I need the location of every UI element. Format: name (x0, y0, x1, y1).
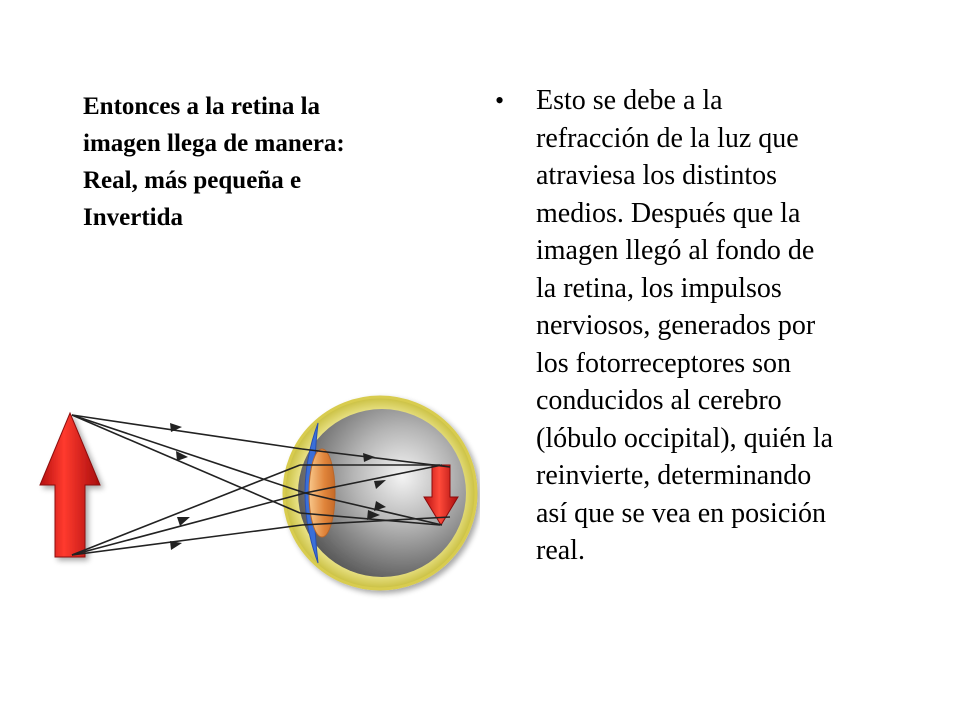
slide-heading (83, 88, 443, 236)
bullet-line-12: así que se vea en posición (536, 497, 827, 529)
bullet-symbol: • (495, 86, 505, 115)
bullet-line-10: (lóbulo occipital), quién la (536, 422, 834, 454)
bullet-line-13: real. (536, 535, 585, 566)
bullet-line-7: nerviosos, generados por (536, 310, 816, 341)
heading-line-2: imagen llega de manera: (83, 130, 345, 157)
bullet-line-1: Esto se debe a la (536, 85, 723, 116)
bullet-line-4: medios. Después que la (536, 197, 801, 229)
object-arrow (40, 413, 100, 557)
bullet-line-5: imagen llegó al fondo de (536, 235, 815, 266)
bullet-line-2: refracción de la luz que (536, 122, 799, 154)
heading-line-1: Entonces a la retina la (83, 93, 321, 120)
bullet-line-6: la retina, los impulsos (536, 272, 782, 304)
heading-line-4: Invertida (83, 204, 183, 231)
bullet-line-9: conducidos al cerebro (536, 385, 782, 416)
eye-refraction-diagram (30, 385, 480, 600)
bullet-item (495, 82, 895, 570)
bullet-line-3: atraviesa los distintos (536, 160, 778, 191)
heading-line-3: Real, más pequeña e (83, 167, 302, 194)
bullet-line-11: reinvierte, determinando (536, 460, 812, 491)
bullet-line-8: los fotorreceptores son (536, 347, 792, 379)
bullet-list (495, 82, 895, 570)
